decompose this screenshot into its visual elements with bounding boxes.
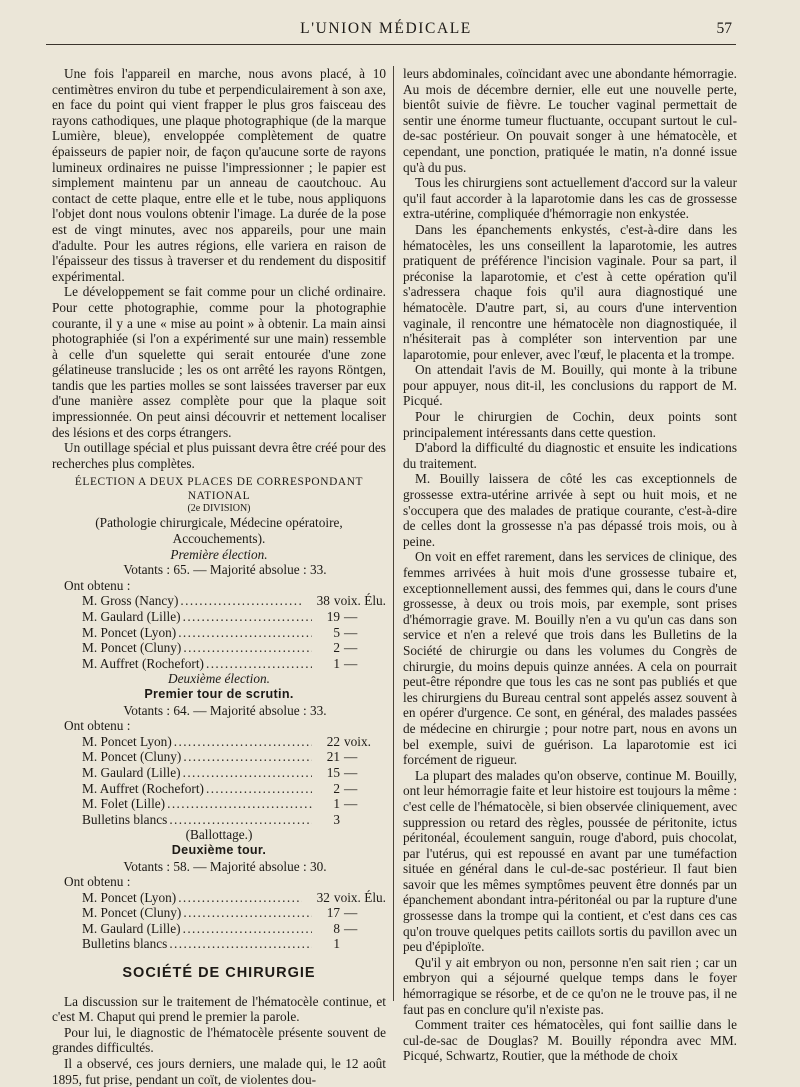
vote-unit: — [344, 640, 358, 656]
header-rule [46, 44, 736, 45]
candidate-name: M. Poncet (Cluny) [82, 749, 182, 765]
round-subtitle: Premier tour de scrutin. [144, 686, 294, 701]
candidate-name: M. Gross (Nancy) [82, 593, 179, 609]
vote-row [52, 921, 386, 937]
vote-unit: — [344, 905, 358, 921]
right-column [403, 66, 737, 1064]
candidate-name: Bulletins blancs [82, 811, 168, 827]
paragraph: Le développement se fait comme pour un cliché ordinaire. Pour cette photographie, comme pour la photographie courante, il y a une « mise au point » à obtenir. La main ainsi photographiée (si l'on a expérimenté sur une main) ressemble à celle d'un squelette qui serait entourée d'une zone gélatineuse translucide ; les os ont arrêté les rayons Röntgen, tandis que les parties molles se sont laissées traverser par eux d'une manière assez complète pour que la plaque soit impressionnée. On peut ainsi découvrir et nettement localiser des lésions et des corps étrangers. [52, 284, 386, 440]
paragraph: Qu'il y ait embryon ou non, personne n'en sait rien ; car un embryon qui a séjourné quelque temps dans le foyer hémorragique se résorbe, et de ce qu'on ne le trouve pas, il ne faut pas en conclure qu'il n'existe pas. [403, 954, 737, 1017]
obtenu-label: Ont obtenu : [64, 874, 131, 890]
vote-count: 3 [333, 811, 340, 827]
vote-unit: — [344, 764, 358, 780]
election-division: (2e DIVISION) [187, 503, 251, 515]
candidate-name: Bulletins blancs [82, 936, 168, 952]
vote-unit: — [344, 920, 358, 936]
vote-count: 1 [333, 936, 340, 952]
vote-count: 2 [333, 640, 340, 656]
vote-count: 8 [333, 920, 340, 936]
vote-unit: voix. Élu. [333, 593, 386, 609]
vote-row [52, 781, 386, 797]
vote-unit: voix. Élu. [333, 889, 386, 905]
paragraph: La discussion sur le traitement de l'hématocèle continue, et c'est M. Chaput qui prend le premier la parole. [52, 993, 386, 1025]
election-heading: ÉLECTION A DEUX PLACES DE CORRESPONDANT NATIONAL [74, 476, 364, 503]
vote-row [52, 812, 386, 828]
paragraph: On voit en effet rarement, dans les services de clinique, des femmes arrivées à huit mois d'une grossesse tubaire et, exceptionnellement aussi, des femmes qui, dans le cours d'une grossesse, à deux ou trois mois, par exemple, sont prises d'hémorragie grave. M. Bouilly n'en a vu qu'un cas dans son service et n'en a relevé que trois dans les Bulletins de la Société de chirurgie ou dans les volumes du Congrès de chirurgie, du moins depuis quinze années. A cela on pourrait peut-être répondre que tous les cas ne sont pas publiés et que les chirurgiens du Bureau central sont appelés assez souvent à en opérer d'urgence. Ce sont, en général, des malades passées de médecine en chirurgie ; pour notre part, nous en avons un bel exemple, suivi de guérison. La laparotomie est ici forcément de rigueur. [403, 549, 737, 768]
vote-count: 22 [326, 733, 340, 749]
paragraph: Comment traiter ces hématocèles, qui font saillie dans le cul-de-sac de Douglas? M. Bouilly répondra avec MM. Picqué, Schwartz, Routier, que la méthode de choix [403, 1017, 737, 1064]
vote-unit: — [344, 624, 358, 640]
vote-count: 1 [333, 655, 340, 671]
obtenu-label: Ont obtenu : [64, 577, 131, 593]
left-column [52, 66, 386, 1087]
vote-count: 17 [326, 905, 340, 921]
paragraph: Un outillage spécial et plus puissant devra être créé pour des recherches plus complètes. [52, 440, 386, 471]
vote-count: 32 [316, 889, 330, 905]
section-title: SOCIÉTÉ DE CHIRURGIE [122, 965, 316, 982]
vote-unit: voix. [344, 733, 371, 749]
vote-count: 15 [326, 764, 340, 780]
paragraph: On attendait l'avis de M. Bouilly, qui monte à la tribune pour appuyer, nous dit-il, les conclusions du rapport de M. Picqué. [403, 362, 737, 409]
paragraph: Pour le chirurgien de Cochin, deux points sont principalement intéressants dans cette question. [403, 409, 737, 440]
paragraph: La plupart des malades qu'on observe, continue M. Bouilly, ont leur hémorragie faite et leur histoire est toujours la même : c'est celle de l'hématocèle, si bien observée cliniquement, avec suppression ou retard des règles, poussée de péritonite, ictus péritonéal, écoulement sanguin, rouge d'abord, puis chocolat, par l'utérus, qui est repoussé en avant par une tuméfaction située en général dans le cul-de-sac postérieur. Il faut bien savoir que les mêmes symptômes peuvent être donnés par un épanchement abondant intra-péritonéal ou par la rupture d'une grossesse dans la trompe qui la contient, et c'est dans ces cas qu'on trouve quelques petits caillots sortis du pavillon avec un peu d'épiploïte. [403, 767, 737, 955]
column-divider [393, 66, 394, 1001]
round-title: Deuxième élection. [168, 671, 270, 687]
vote-row [52, 890, 386, 906]
vote-row [52, 656, 386, 672]
votants-line: Votants : 58. — Majorité absolue : 30. [123, 858, 327, 874]
vote-count: 1 [333, 796, 340, 812]
candidate-name: M. Poncet (Lyon) [82, 889, 177, 905]
paragraph: Il a observé, ces jours derniers, une malade qui, le 12 août 1895, fut prise, pendant un coït, de violentes dou- [52, 1056, 386, 1087]
vote-row [52, 640, 386, 656]
vote-count: 21 [326, 749, 340, 765]
candidate-name: M. Poncet (Lyon) [82, 624, 177, 640]
vote-row [52, 609, 386, 625]
paragraph: Tous les chirurgiens sont actuellement d'accord sur la valeur qu'il faut accorder à la laparotomie dans les cas de grossesse extra-utérine, compliquée d'hémorragie non enkystée. [403, 175, 737, 222]
running-header [46, 20, 732, 42]
vote-unit: — [344, 749, 358, 765]
election-subtitle: (Pathologie chirurgicale, Médecine opératoire, Accouchements). [95, 515, 343, 547]
candidate-name: M. Gaulard (Lille) [82, 920, 181, 936]
candidate-name: M. Poncet (Cluny) [82, 905, 182, 921]
vote-count: 19 [326, 609, 340, 624]
votants-line: Votants : 65. — Majorité absolue : 33. [123, 562, 327, 578]
vote-unit: — [344, 796, 358, 812]
vote-row [52, 734, 386, 750]
vote-count: 38 [316, 593, 330, 609]
votants-line: Votants : 64. — Majorité absolue : 33. [123, 702, 327, 718]
vote-unit: — [344, 655, 358, 671]
candidate-name: M. Folet (Lille) [82, 796, 166, 812]
candidate-name: M. Gaulard (Lille) [82, 764, 181, 780]
paragraph: leurs abdominales, coïncidant avec une abondante hémorragie. Au mois de décembre dernier, elle eut une nouvelle perte, bientôt suivie de fièvre. Le toucher vaginal permettait de sentir une énorme tumeur fluctuante, occupant surtout le cul-de-sac postérieur. On pouvait songer à une hématocèle, et cependant, une ponction, pratiquée le matin, n'a donné issue qu'à du pus. [403, 66, 737, 175]
vote-row [52, 625, 386, 641]
candidate-name: M. Auffret (Rochefort) [82, 655, 204, 671]
vote-row [52, 905, 386, 921]
obtenu-label: Ont obtenu : [64, 718, 131, 734]
candidate-name: M. Poncet (Cluny) [82, 640, 182, 656]
vote-count: 2 [333, 780, 340, 796]
vote-row [52, 796, 386, 812]
vote-unit: — [344, 780, 358, 796]
page-number: 57 [716, 20, 732, 37]
candidate-name: M. Poncet Lyon) [82, 733, 172, 749]
journal-title: L'UNION MÉDICALE [300, 20, 472, 37]
round-title: Première élection. [170, 546, 268, 562]
paragraph: Pour lui, le diagnostic de l'hématocèle présente souvent de grandes difficultés. [52, 1024, 386, 1056]
round-title: Deuxième tour. [171, 842, 267, 857]
vote-row [52, 593, 386, 609]
candidate-name: M. Gaulard (Lille) [82, 609, 181, 624]
paragraph: D'abord la difficulté du diagnostic et ensuite les indications du traitement. [403, 440, 737, 471]
vote-row [52, 765, 386, 781]
candidate-name: M. Auffret (Rochefort) [82, 780, 204, 796]
paragraph: M. Bouilly laissera de côté les cas exceptionnels de grossesse extra-utérine arrivée à sept ou huit mois, et ne s'occupera que des malades de pratique courante, c'est-à-dire de celles dont la grossesse n'a pas dépassé trois mois, ou à peine. [403, 471, 737, 549]
vote-unit: — [344, 609, 358, 624]
paragraph: Dans les épanchements enkystés, c'est-à-dire dans les hématocèles, les uns conseillent la laparotomie, les autres pratiquent de préférence l'incision vaginale. Pour sa part, il préconise la laparotomie, et c'est à cette opération qu'il s'adressera chaque fois qu'il aura diagnostiqué une hématocèle. D'autre part, si, au cours d'une intervention vaginale, il rencontre une hématocèle non diagnostiquée, il n'hésiterait pas à compléter son intervention par une laparotomie, pour enlever, avec l'œuf, le placenta et la trompe. [403, 221, 737, 362]
ballottage-note: (Ballottage.) [185, 827, 253, 843]
paragraph: Une fois l'appareil en marche, nous avons placé, à 10 centimètres environ du tube et perpendiculairement à son axe, en face du point qui vient frapper le plus gros faisceau des rayons cathodiques, une plaque photographique (de la marque Lumière, bleue), enveloppée complètement de quatre épaisseurs de papier noir, de façon qu'aucune sorte de rayons lumineux ordinaires ne puisse l'impressionner ; le papier est simplement maintenu par un anneau de caoutchouc. Au contact de cette plaque, entre elle et le tube, nous appliquons l'objet dont nous voulons obtenir l'image. La durée de la pose est de vingt minutes, avec nos appareils, pour une main d'adulte. Pour les autres régions, elle variera en raison de l'épaisseur des tissus à traverser et du rendement du dispositif expérimental. [52, 66, 386, 284]
vote-count: 5 [333, 624, 340, 640]
vote-row [52, 936, 386, 952]
vote-row [52, 749, 386, 765]
